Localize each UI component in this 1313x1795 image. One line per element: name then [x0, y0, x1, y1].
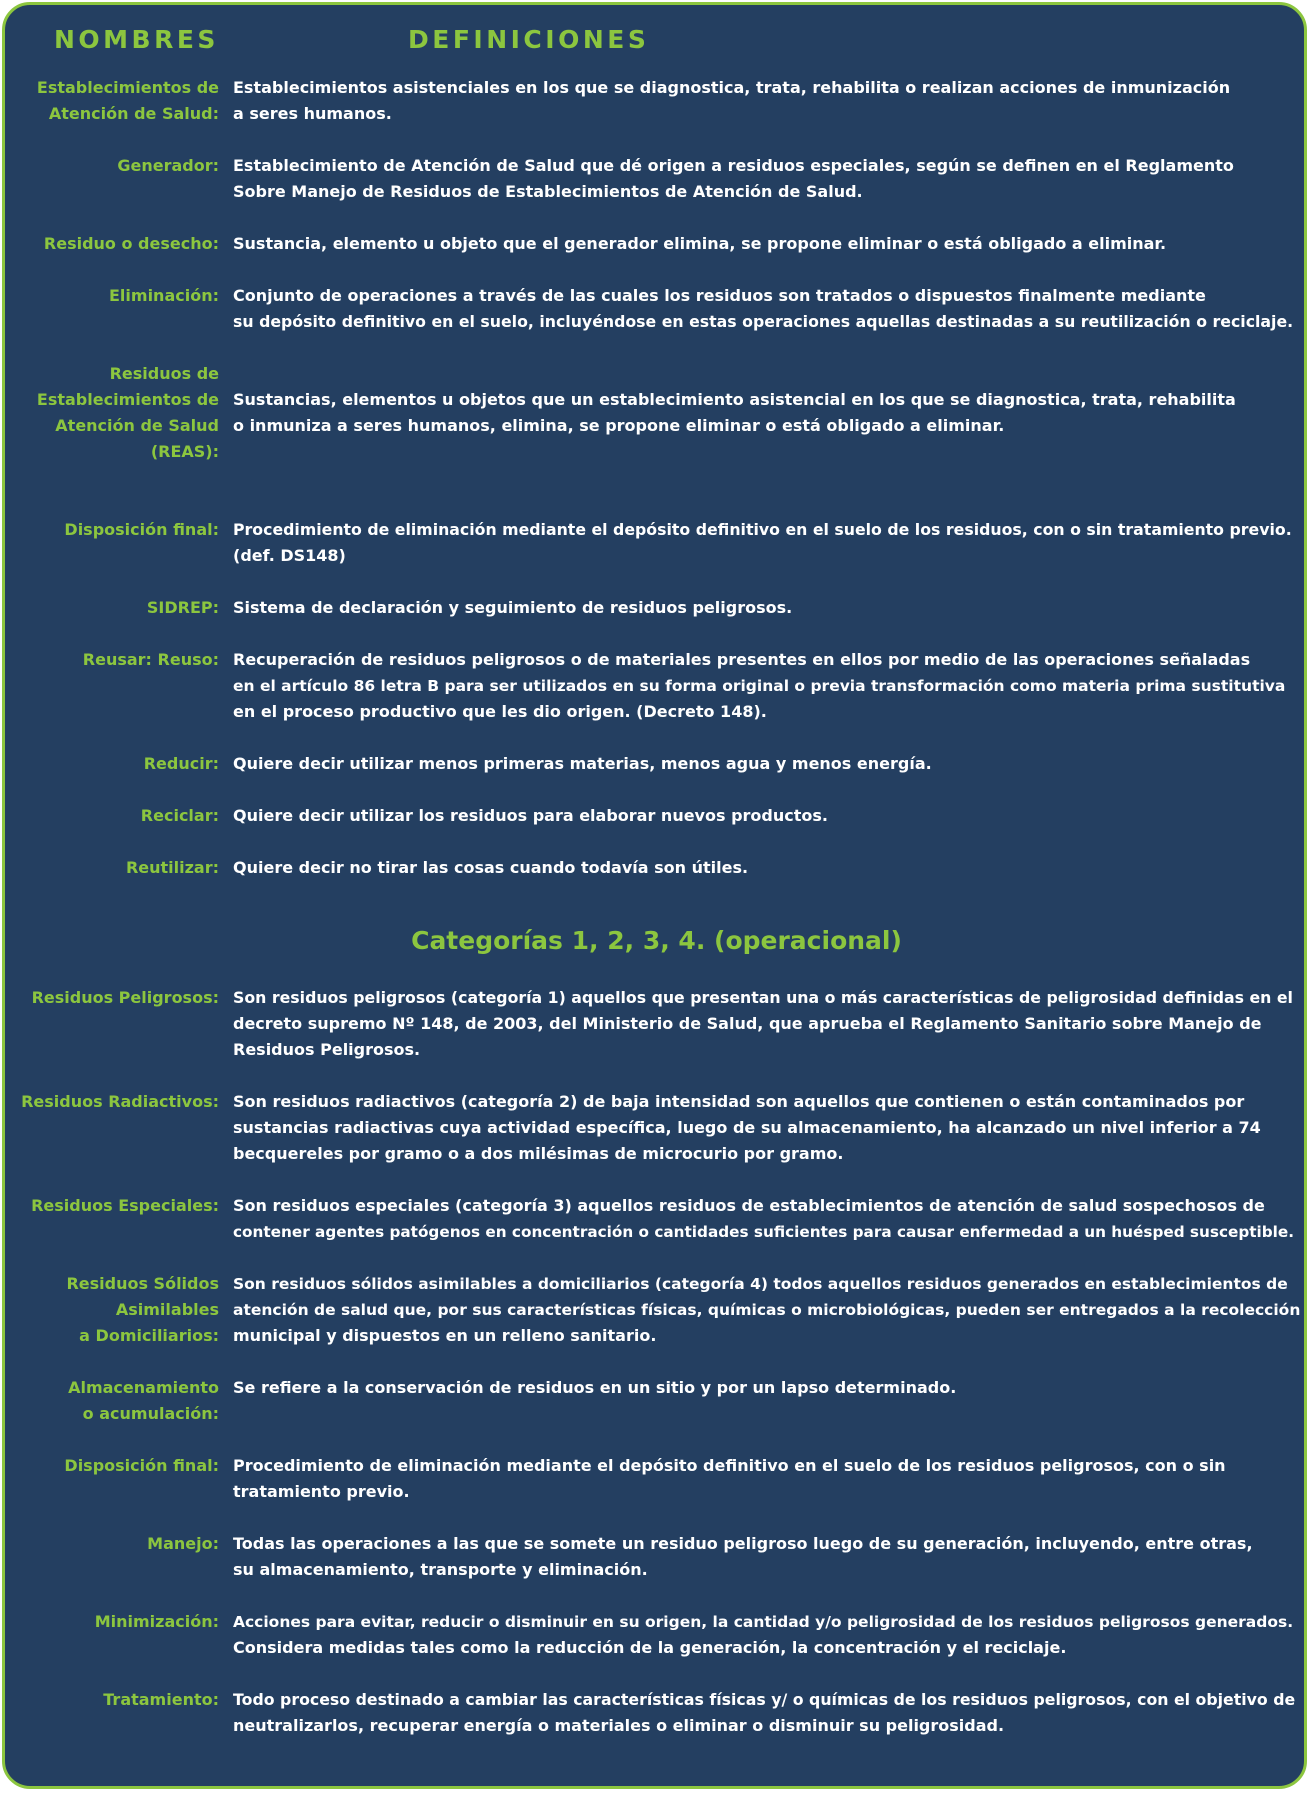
definition-line: municipal y dispuestos en un relleno sanitario. — [233, 1326, 657, 1345]
definition-line: Se refiere a la conservación de residuos en un sitio y por un lapso determinado. — [233, 1378, 957, 1397]
definition-line: contener agentes patógenos en concentración o cantidades suficientes para causar enfermedad a un huésped susceptible. — [233, 1223, 1295, 1241]
entry-definition — [233, 153, 1305, 205]
entry-definition — [233, 231, 1305, 257]
entry-definition — [233, 803, 1305, 829]
term-line: SIDREP: — [146, 598, 219, 617]
definition-line: Sustancia, elemento u objeto que el generador elimina, se propone eliminar o está obligado a eliminar. — [233, 234, 1167, 253]
entry-definition — [233, 1089, 1305, 1167]
term-line: Generador: — [117, 156, 219, 175]
term-line: Residuos Peligrosos: — [31, 988, 219, 1007]
term-line: Reciclar: — [140, 806, 219, 825]
entry-definition — [233, 283, 1305, 335]
definition-line: Acciones para evitar, reducir o disminuir en su origen, la cantidad y/o peligrosidad de los residuos peligrosos generados. — [233, 1613, 1294, 1631]
entry-term — [4, 517, 219, 543]
term-line: Atención de Salud — [55, 416, 219, 435]
term-line: Atención de Salud: — [48, 104, 219, 123]
term-line: Residuos de — [109, 364, 219, 383]
definition-line: sustancias radiactivas cuya actividad específica, luego de su almacenamiento, ha alcanzado un nivel inferior a 74 — [233, 1118, 1261, 1137]
definition-line: Son residuos peligrosos (categoría 1) aquellos que presentan una o más características de peligrosidad definidas en el — [233, 988, 1293, 1007]
entry-definition — [233, 517, 1305, 569]
entry-term — [4, 803, 219, 829]
term-line: Reusar: Reuso: — [82, 650, 219, 669]
entry-definition — [233, 75, 1305, 127]
term-line: (REAS): — [150, 442, 219, 461]
entry-term — [4, 75, 219, 127]
entry-definition — [233, 595, 1305, 621]
entry-term — [4, 1375, 219, 1427]
entry-definition — [233, 1375, 1305, 1401]
entry-term — [4, 153, 219, 179]
definition-line: Quiere decir utilizar menos primeras materias, menos agua y menos energía. — [233, 754, 932, 773]
definition-line: becquereles por gramo o a dos milésimas de microcurio por gramo. — [233, 1144, 844, 1163]
definitions-column-header: DEFINICIONES — [408, 25, 650, 54]
definition-line: a seres humanos. — [233, 104, 392, 123]
entry-definition — [233, 1193, 1305, 1245]
term-line: Reducir: — [143, 754, 219, 773]
definition-line: Conjunto de operaciones a través de las cuales los residuos son tratados o dispuestos finalmente mediante — [233, 286, 1206, 305]
term-line: Disposición final: — [64, 520, 219, 539]
definition-line: Considera medidas tales como la reducción de la generación, la concentración y el reciclaje. — [233, 1638, 1067, 1657]
definition-line: Quiere decir utilizar los residuos para elaborar nuevos productos. — [233, 806, 828, 825]
definition-line: Procedimiento de eliminación mediante el depósito definitivo en el suelo de los residuos, con o sin tratamiento previo. — [233, 520, 1292, 539]
definition-line: Quiere decir no tirar las cosas cuando todavía son útiles. — [233, 858, 749, 877]
entry-definition — [233, 1687, 1305, 1739]
definition-line: neutralizarlos, recuperar energía o materiales o eliminar o disminuir su peligrosidad. — [233, 1716, 1005, 1735]
entry-term — [4, 1089, 219, 1115]
entry-definition — [233, 1609, 1305, 1661]
term-line: o acumulación: — [82, 1404, 219, 1423]
definition-line: Residuos Peligrosos. — [233, 1040, 421, 1059]
definition-line: Son residuos radiactivos (categoría 2) de baja intensidad son aquellos que contienen o están contaminados por — [233, 1092, 1245, 1111]
entry-definition — [233, 1453, 1305, 1505]
definition-line: (def. DS148) — [233, 546, 346, 565]
term-line: Minimización: — [94, 1612, 219, 1631]
definition-line: Establecimientos asistenciales en los que se diagnostica, trata, rehabilita o realizan acciones de inmunización — [233, 78, 1231, 97]
definition-line: tratamiento previo. — [233, 1482, 410, 1501]
definition-line: Procedimiento de eliminación mediante el depósito definitivo en el suelo de los residuos peligrosos, con o sin — [233, 1456, 1226, 1475]
entry-definition — [233, 1271, 1305, 1349]
entry-term — [4, 1531, 219, 1557]
entry-term — [4, 1271, 219, 1349]
entry-term — [4, 855, 219, 881]
entry-term — [4, 595, 219, 621]
definition-line: en el proceso productivo que les dio origen. (Decreto 148). — [233, 702, 767, 721]
entry-definition — [233, 985, 1305, 1063]
definition-line: su almacenamiento, transporte y eliminación. — [233, 1560, 648, 1579]
term-line: Residuos Radiactivos: — [21, 1092, 219, 1111]
definition-line: Sustancias, elementos u objetos que un establecimiento asistencial en los que se diagnostica, trata, rehabilita — [233, 390, 1236, 409]
entry-definition — [233, 387, 1305, 439]
term-line: Establecimientos de — [36, 78, 219, 97]
definition-line: Sobre Manejo de Residuos de Establecimientos de Atención de Salud. — [233, 182, 863, 201]
term-line: Residuos Sólidos — [66, 1274, 219, 1293]
entry-term — [4, 1453, 219, 1479]
entry-definition — [233, 1531, 1305, 1583]
definition-line: Son residuos especiales (categoría 3) aquellos residuos de establecimientos de atención de salud sospechosos de — [233, 1196, 1265, 1215]
term-line: Tratamiento: — [103, 1690, 219, 1709]
definition-line: o inmuniza a seres humanos, elimina, se propone eliminar o está obligado a eliminar. — [233, 416, 1005, 435]
definition-line: en el artículo 86 letra B para ser utilizados en su forma original o previa transformación como materia prima sustitutiva — [233, 677, 1286, 695]
entry-term — [4, 283, 219, 309]
term-line: Almacenamiento — [68, 1378, 219, 1397]
entry-definition — [233, 647, 1305, 725]
definition-line: Sistema de declaración y seguimiento de residuos peligrosos. — [233, 598, 793, 617]
glossary-panel — [2, 2, 1307, 1789]
term-line: Residuo o desecho: — [43, 234, 219, 253]
definition-line: su depósito definitivo en el suelo, incluyéndose en estas operaciones aquellas destinadas a su reutilización o reciclaje. — [233, 312, 1294, 331]
entry-term — [4, 985, 219, 1011]
entry-definition — [233, 855, 1305, 881]
definition-line: Recuperación de residuos peligrosos o de materiales presentes en ellos por medio de las operaciones señaladas — [233, 650, 1251, 669]
definition-line: Establecimiento de Atención de Salud que dé origen a residuos especiales, según se definen en el Reglamento — [233, 156, 1234, 175]
term-line: Reutilizar: — [125, 858, 219, 877]
definition-line: decreto supremo Nº 148, de 2003, del Ministerio de Salud, que aprueba el Reglamento Sanitario sobre Manejo de — [233, 1014, 1262, 1033]
entry-term — [4, 361, 219, 465]
names-column-header: NOMBRES — [54, 25, 219, 54]
entry-term — [4, 647, 219, 673]
term-line: Residuos Especiales: — [31, 1196, 219, 1215]
term-line: Manejo: — [147, 1534, 219, 1553]
entry-term — [4, 1687, 219, 1713]
definition-line: Todas las operaciones a las que se somete un residuo peligroso luego de su generación, incluyendo, entre otras, — [233, 1534, 1253, 1553]
category-title: Categorías 1, 2, 3, 4. (operacional) — [411, 926, 902, 955]
term-line: a Domiciliarios: — [79, 1326, 219, 1345]
term-line: Disposición final: — [64, 1456, 219, 1475]
entry-term — [4, 1609, 219, 1635]
term-line: Establecimientos de — [36, 390, 219, 409]
entry-term — [4, 1193, 219, 1219]
definition-line: Todo proceso destinado a cambiar las características físicas y/ o químicas de los residuos peligrosos, con el objetivo de — [233, 1690, 1296, 1709]
definition-line: atención de salud que, por sus características físicas, químicas o microbiológicas, pueden ser entregados a la recolección — [233, 1301, 1301, 1319]
definition-line: Son residuos sólidos asimilables a domiciliarios (categoría 4) todos aquellos residuos generados en establecimientos de — [233, 1275, 1288, 1293]
entry-term — [4, 751, 219, 777]
entry-term — [4, 231, 219, 257]
term-line: Asimilables — [115, 1300, 219, 1319]
term-line: Eliminación: — [109, 286, 219, 305]
entry-definition — [233, 751, 1305, 777]
